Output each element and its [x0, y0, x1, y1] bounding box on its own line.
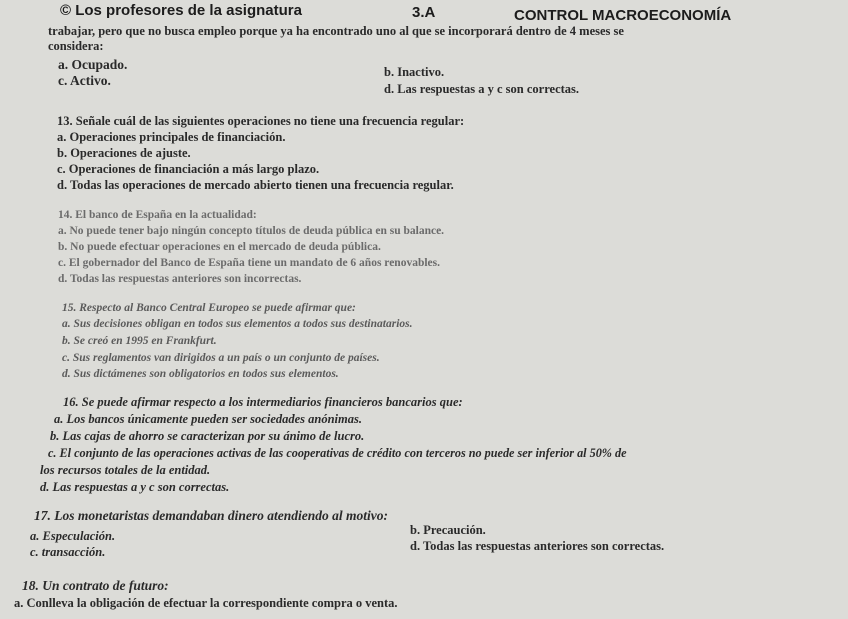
q18-option-a: a. Conlleva la obligación de efectuar la correspondiente compra o venta. [14, 596, 398, 610]
q17-option-a: a. Especulación. [30, 529, 116, 543]
q13-option-b: b. Operaciones de ajuste. [57, 146, 191, 160]
q15-option-c: c. Sus reglamentos van dirigidos a un país o un conjunto de países. [62, 352, 380, 364]
q15-text: 15. Respecto al Banco Central Europeo se puede afirmar que: [62, 302, 356, 314]
q17-option-b: b. Precaución. [410, 523, 486, 537]
q17-option-c: c. transacción. [30, 545, 106, 559]
q15-option-b: b. Se creó en 1995 en Frankfurt. [62, 335, 217, 347]
q12-option-b: b. Inactivo. [384, 65, 445, 79]
q16-option-c-line1: c. El conjunto de las operaciones activas de las cooperativas de crédito con terceros no puede ser inferior al 50% de [48, 446, 627, 460]
q15-option-d: d. Sus dictámenes son obligatorios en todos sus elementos. [62, 368, 339, 380]
q13-text: 13. Señale cuál de las siguientes operaciones no tiene una frecuencia regular: [57, 114, 465, 128]
q16-text: 16. Se puede afirmar respecto a los intermediarios financieros bancarios que: [63, 395, 463, 409]
q16-option-b: b. Las cajas de ahorro se caracterizan por su ánimo de lucro. [50, 429, 365, 443]
copyright-line: © Los profesores de la asignatura [60, 2, 302, 19]
test-code: 3.A [412, 4, 436, 21]
q12-text-line2: considera: [48, 39, 104, 53]
q13-option-d: d. Todas las operaciones de mercado abierto tienen una frecuencia regular. [57, 178, 454, 192]
q14-option-b: b. No puede efectuar operaciones en el mercado de deuda pública. [58, 241, 381, 253]
q13-option-c: c. Operaciones de financiación a más largo plazo. [57, 162, 320, 176]
exam-title: CONTROL MACROECONOMÍA [514, 7, 732, 24]
q18-text: 18. Un contrato de futuro: [22, 578, 169, 593]
q12-option-d: d. Las respuestas a y c son correctas. [384, 82, 580, 96]
q14-option-a: a. No puede tener bajo ningún concepto títulos de deuda pública en su balance. [58, 225, 445, 237]
q14-option-d: d. Todas las respuestas anteriores son incorrectas. [58, 273, 302, 285]
q12-text-line1: trabajar, pero que no busca empleo porque ya ha encontrado uno al que se incorporará dentro de 4 meses se [48, 24, 624, 38]
q17-text: 17. Los monetaristas demandaban dinero atendiendo al motivo: [34, 508, 389, 523]
q12-option-c: c. Activo. [58, 73, 111, 88]
q17-option-d: d. Todas las respuestas anteriores son correctas. [410, 539, 665, 553]
q14-text: 14. El banco de España en la actualidad: [58, 209, 257, 221]
q16-option-c-line2: los recursos totales de la entidad. [40, 463, 211, 477]
q16-option-d: d. Las respuestas a y c son correctas. [40, 480, 230, 494]
q16-option-a: a. Los bancos únicamente pueden ser sociedades anónimas. [54, 412, 362, 426]
q14-option-c: c. El gobernador del Banco de España tiene un mandato de 6 años renovables. [58, 257, 440, 269]
q13-option-a: a. Operaciones principales de financiación. [57, 130, 286, 144]
q15-option-a: a. Sus decisiones obligan en todos sus elementos a todos sus destinatarios. [62, 318, 413, 330]
q12-option-a: a. Ocupado. [58, 57, 128, 72]
